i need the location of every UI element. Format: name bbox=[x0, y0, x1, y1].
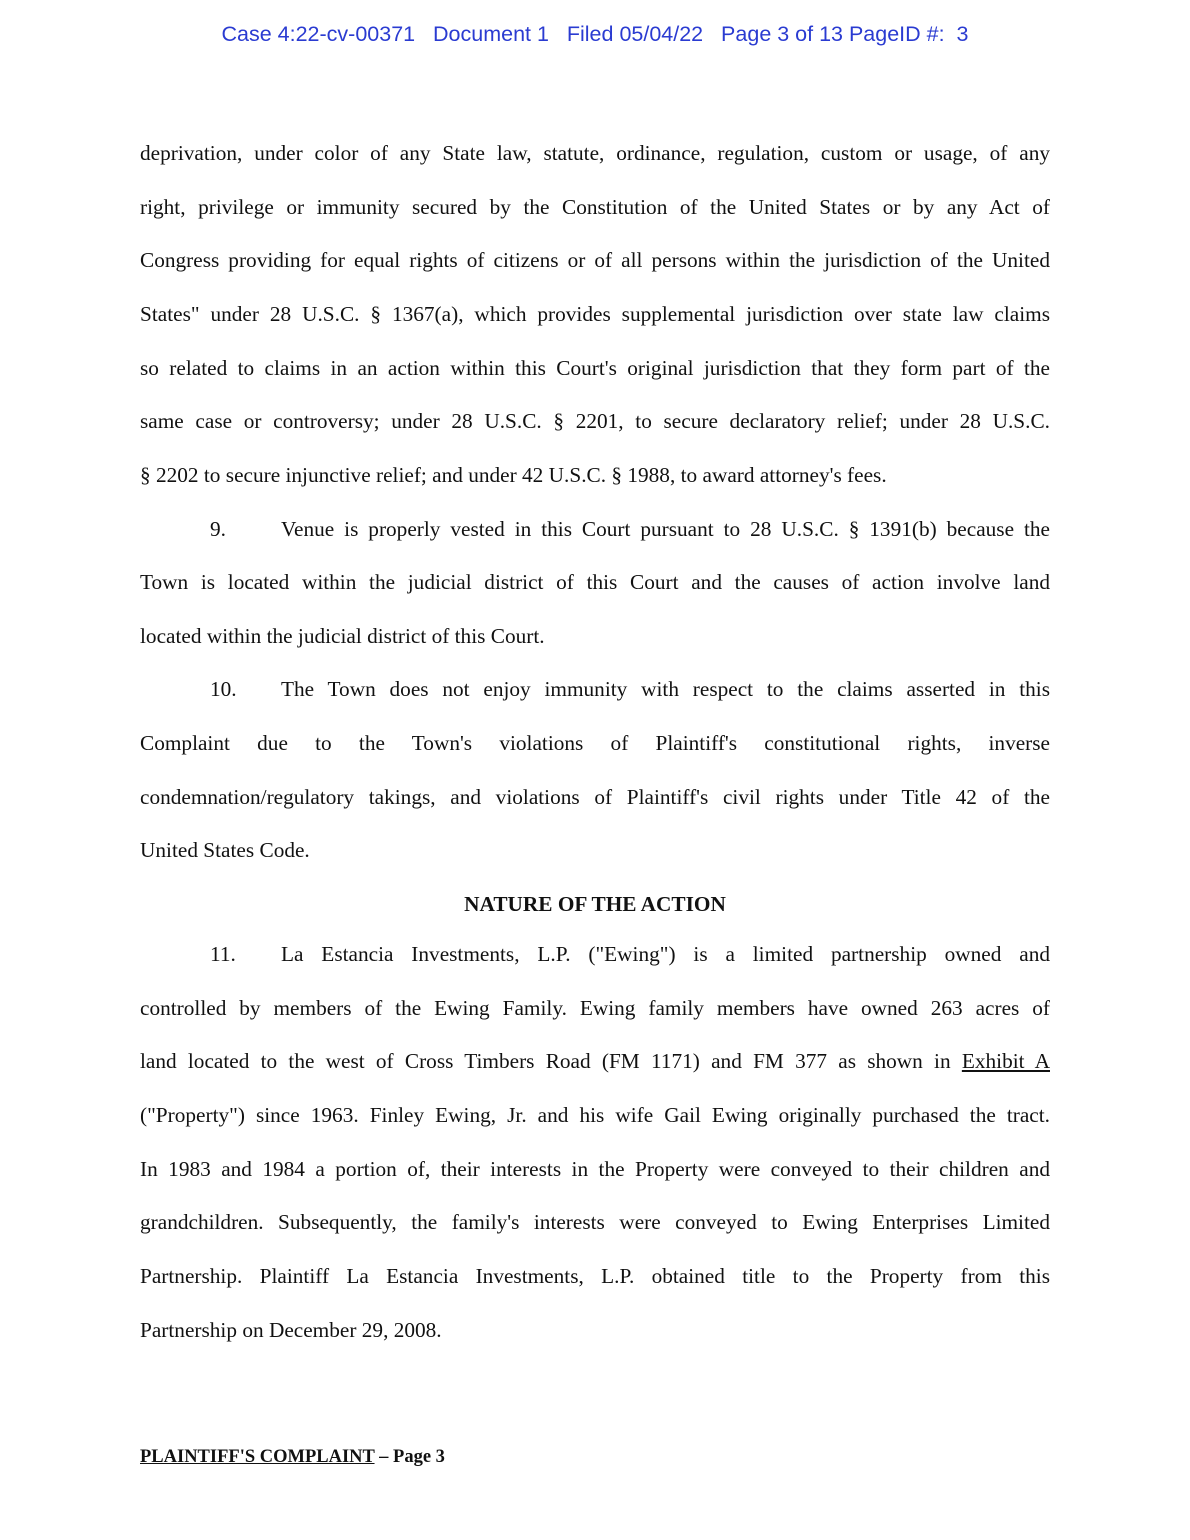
text-line: The Town does not enjoy immunity with respect to the claims asserted in this bbox=[281, 677, 1050, 701]
text-line: ("Property") since 1963. Finley Ewing, Jr. and his wife Gail Ewing originally purchased the tract. bbox=[140, 1103, 1050, 1127]
exhibit-a-reference: Exhibit A bbox=[961, 1049, 1050, 1073]
text-line: located within the judicial district of this Court. bbox=[140, 624, 545, 648]
text-line: States" under 28 U.S.C. § 1367(a), which provides supplemental jurisdiction over state law claims bbox=[140, 302, 1050, 326]
text-line: Town is located within the judicial district of this Court and the causes of action involve land bbox=[140, 570, 1050, 594]
text-line: right, privilege or immunity secured by the Constitution of the United States or by any Act of bbox=[140, 195, 1050, 219]
text-line: controlled by members of the Ewing Family. Ewing family members have owned 263 acres of bbox=[140, 996, 1050, 1020]
footer-page-number: – Page 3 bbox=[374, 1447, 445, 1467]
section-heading: NATURE OF THE ACTION bbox=[464, 892, 726, 916]
text-line: condemnation/regulatory takings, and violations of Plaintiff's civil rights under Title 42 of the bbox=[140, 785, 1050, 809]
page-footer bbox=[140, 1447, 445, 1468]
text-line: In 1983 and 1984 a portion of, their interests in the Property were conveyed to their children and bbox=[140, 1157, 1050, 1181]
ecf-header: Case 4:22-cv-00371 Document 1 Filed 05/04/22 Page 3 of 13 PageID #: 3 bbox=[221, 22, 969, 46]
paragraph-number: 11. bbox=[210, 942, 236, 966]
text-line: § 2202 to secure injunctive relief; and under 42 U.S.C. § 1988, to award attorney's fees. bbox=[140, 463, 887, 487]
text-line: same case or controversy; under 28 U.S.C. § 2201, to secure declaratory relief; under 28 U.S.C. bbox=[140, 409, 1050, 433]
text-line: deprivation, under color of any State law, statute, ordinance, regulation, custom or usage, of any bbox=[140, 141, 1050, 165]
text-line bbox=[140, 1049, 1050, 1074]
text-segment: land located to the west of Cross Timbers Road (FM 1171) and FM 377 as shown in bbox=[140, 1049, 962, 1073]
text-line: Partnership on December 29, 2008. bbox=[140, 1318, 442, 1342]
footer-document-title: PLAINTIFF'S COMPLAINT bbox=[140, 1447, 375, 1467]
text-line: so related to claims in an action within this Court's original jurisdiction that they form part of the bbox=[140, 356, 1050, 380]
text-line: grandchildren. Subsequently, the family's interests were conveyed to Ewing Enterprises Limited bbox=[140, 1210, 1050, 1234]
text-line: Venue is properly vested in this Court pursuant to 28 U.S.C. § 1391(b) because the bbox=[281, 517, 1050, 541]
paragraph-number: 9. bbox=[210, 517, 226, 541]
text-line: La Estancia Investments, L.P. ("Ewing") is a limited partnership owned and bbox=[281, 942, 1050, 966]
text-line: Partnership. Plaintiff La Estancia Investments, L.P. obtained title to the Property from this bbox=[140, 1264, 1050, 1288]
paragraph-number: 10. bbox=[210, 677, 237, 701]
text-line: Complaint due to the Town's violations of Plaintiff's constitutional rights, inverse bbox=[140, 731, 1050, 755]
text-line: Congress providing for equal rights of citizens or of all persons within the jurisdiction of the United bbox=[140, 248, 1050, 272]
text-line: United States Code. bbox=[140, 838, 310, 862]
